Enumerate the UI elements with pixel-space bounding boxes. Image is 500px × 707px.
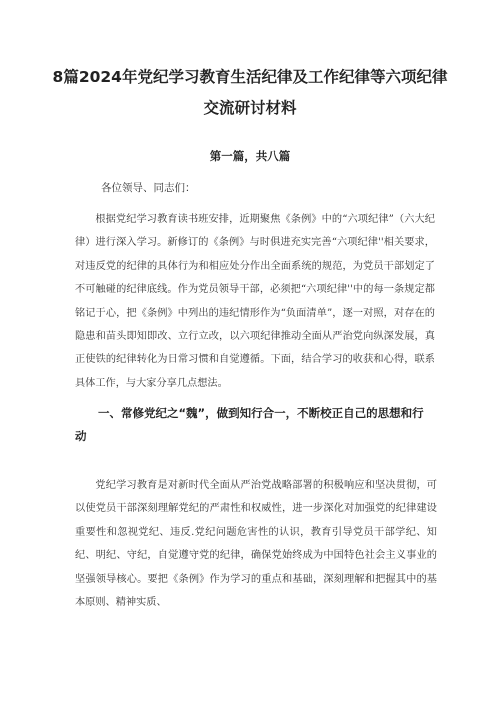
body-paragraph-2: 党纪学习教育是对新时代全面从严治党战略部署的积极响应和坚决贯彻，可以使党员干部深刻理解党纪的严肃性和权威性，进一步深化对加强党的纪律建设重要性和忽视党纪、违反.党纪问题危害性的认识，教育引导党员干部学纪、知纪、明纪、守纪，自觉遵守党的纪律，确保党始终成为中国特色社会主义事业的坚强领导核心。要把《条例》作为学习的重点和基础，深刻理解和把握其中的基本原则、精神实质、 — [75, 480, 437, 609]
document-title: 8篇2024年党纪学习教育生活纪律及工作纪律等六项纪律交流研讨材料 — [52, 68, 448, 117]
section-subtitle: 第一篇，共八篇 — [209, 149, 291, 163]
section-heading-1: 一、常修党纪之“魏”，做到知行合一，不断校正自己的思想和行动 — [75, 406, 424, 443]
body-paragraph-1: 根据党纪学习教育读书班安排，近期聚焦《条例》中的“六项纪律”（六大纪律）进行深入学习。新修订的《条例》与时俱进充实完善“六项纪律''相关要求，对违反党的纪律的具体行为和相应处分作出全面系统的规范，为党员干部划定了不可触碰的纪律底线。作为党员领导干部，必须把“六项纪律''中的每一条规定都铭记于心，把《条例》中列出的违纪情形作为“负面清单”，逐一对照，对存在的隐患和苗头即知即改、立行立改，以六项纪律推动全面从严治党向纵深发展，真正使铁的纪律转化为日常习惯和自觉遵循。下面，结合学习的收获和心得，联系具体工作，与大家分享几点想法。 — [75, 214, 435, 389]
greeting-line: 各位领导、同志们： — [101, 182, 196, 194]
